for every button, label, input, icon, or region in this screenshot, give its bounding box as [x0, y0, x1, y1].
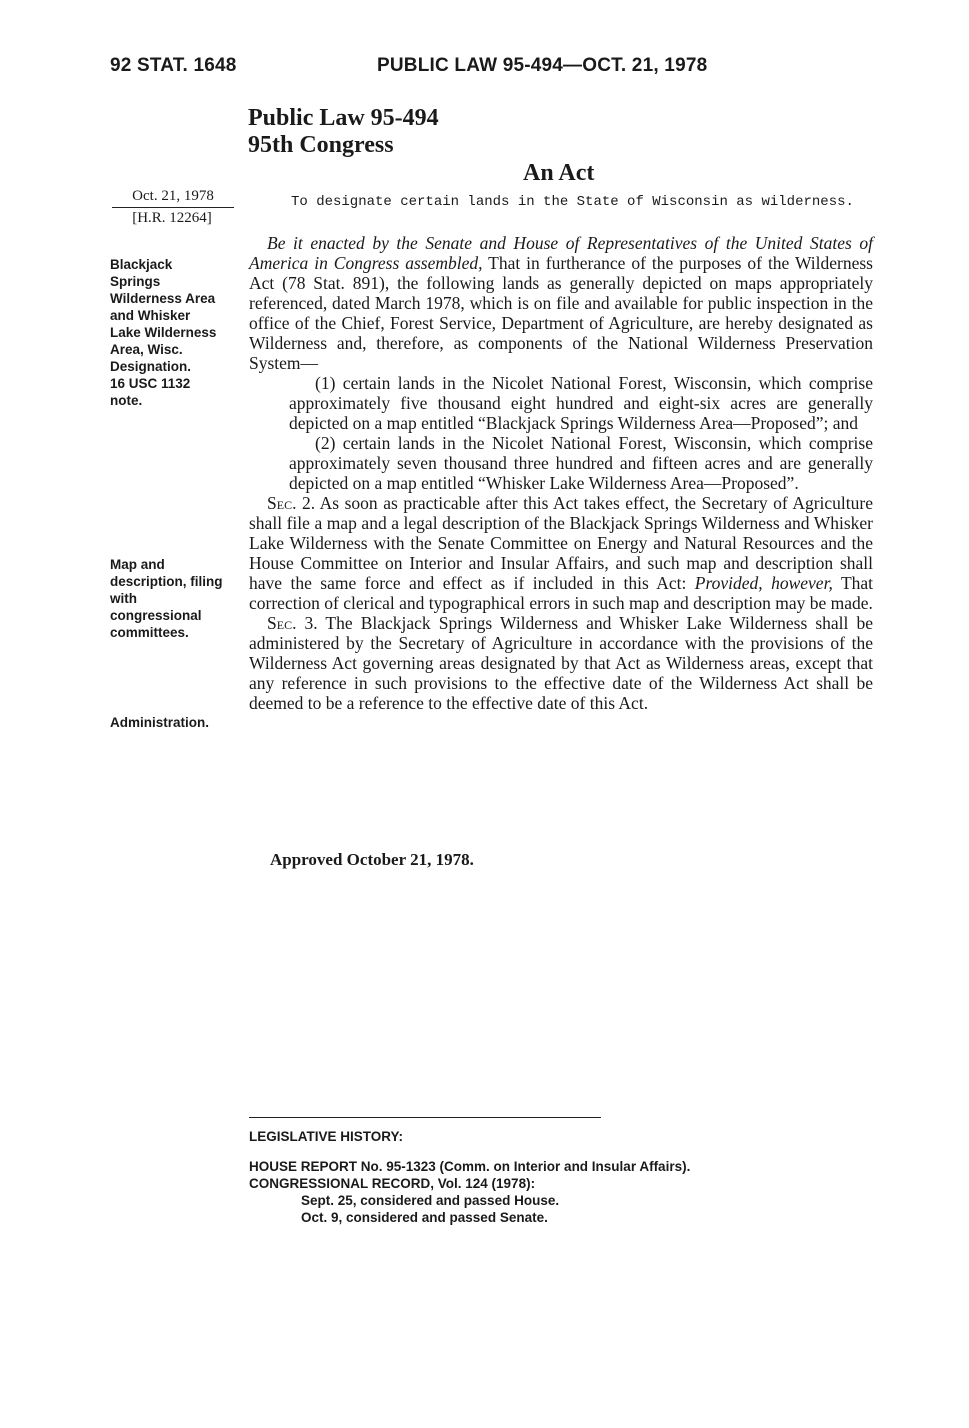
section-label: Sec. 3.: [267, 613, 318, 633]
divider: [249, 1117, 601, 1118]
list-item: (1) certain lands in the Nicolet National Forest, Wisconsin, which comprise approximately five thousand eight hundred and eight-six acres are generally depicted on a map entitled “Blackjack Springs Wilderness Area—Proposed”; and: [289, 373, 873, 433]
margin-date: Oct. 21, 1978: [112, 188, 234, 208]
stat-page-number: 92 STAT. 1648: [110, 55, 237, 76]
list-item: (2) certain lands in the Nicolet National Forest, Wisconsin, which comprise approximately seven thousand three hundred and fifteen acres and are generally depicted on a map entitled “Whisker Lake Wilderness Area—Proposed”.: [289, 433, 873, 493]
margin-line: congressional: [110, 608, 202, 623]
section-2: [249, 493, 873, 613]
margin-line: Lake Wilderness: [110, 325, 217, 340]
congressional-record: CONGRESSIONAL RECORD, Vol. 124 (1978):: [249, 1176, 536, 1191]
act-purpose: To designate certain lands in the State of Wisconsin as wilderness.: [291, 194, 854, 210]
running-head: PUBLIC LAW 95-494—OCT. 21, 1978: [377, 55, 708, 76]
legislative-history: [249, 1128, 690, 1226]
margin-note-designation: [110, 256, 240, 409]
margin-line: Wilderness Area: [110, 291, 216, 306]
margin-line: Blackjack: [110, 257, 173, 272]
history-entry: Sept. 25, considered and passed House.: [301, 1193, 560, 1208]
section-text: The Blackjack Springs Wilderness and Whisker Lake Wilderness shall be administered by the Secretary of Agriculture in accordance with the provisions of the Wilderness Act governing areas designated by that Act as Wilderness areas, except that any reference in such provisions to the effective date of the Wilderness Act shall be deemed to be a reference to the effective date of this Act.: [249, 613, 873, 713]
margin-line: Area, Wisc.: [110, 342, 183, 357]
margin-bill-number: [H.R. 12264]: [132, 210, 212, 226]
margin-line: Map and: [110, 557, 165, 572]
margin-line: Springs: [110, 274, 161, 289]
margin-note-administration: Administration.: [110, 715, 210, 730]
enacting-clause: [249, 233, 873, 373]
enacting-formula: Be it enacted by the Senate and House of Representatives of the United States of America in Congress assembled,: [249, 233, 873, 273]
margin-line: Designation.: [110, 359, 192, 374]
margin-line: 16 USC 1132: [110, 376, 191, 391]
margin-line: committees.: [110, 625, 189, 640]
approval-date: Approved October 21, 1978.: [270, 850, 474, 869]
section-text: That correction of clerical and typographical errors in such map and description may be made.: [249, 573, 874, 613]
margin-line: description, filing: [110, 574, 223, 589]
section-3: [249, 613, 873, 713]
proviso: Provided, however,: [694, 573, 833, 593]
congress-number: 95th Congress: [248, 132, 394, 158]
house-report: HOUSE REPORT No. 95-1323 (Comm. on Interior and Insular Affairs).: [249, 1159, 691, 1174]
section-label: Sec. 2.: [267, 493, 316, 513]
public-law-number: Public Law 95-494: [248, 105, 439, 131]
margin-note-map: [110, 556, 240, 641]
history-title: LEGISLATIVE HISTORY:: [249, 1129, 404, 1144]
margin-line: with: [110, 591, 137, 606]
margin-line: note.: [110, 393, 143, 408]
history-entry: Oct. 9, considered and passed Senate.: [301, 1210, 548, 1225]
margin-line: and Whisker: [110, 308, 191, 323]
act-heading: An Act: [523, 160, 595, 186]
section-text: As soon as practicable after this Act takes effect, the Secretary of Agriculture shall file a map and a legal description of the Blackjack Springs Wilderness and Whisker Lake Wilderness with the Senate Committee on Energy and Natural Resources and the House Committee on Interior and Insular Affairs, and such map and description shall have the same force and effect as if included in this Act:: [249, 493, 873, 593]
act-body: [249, 233, 873, 713]
enacting-text: That in furtherance of the purposes of the Wilderness Act (78 Stat. 891), the following lands as generally depicted on maps appropriately referenced, dated March 1978, which is on file and available for public inspection in the office of the Chief, Forest Service, Department of Agriculture, are hereby designated as Wilderness and, therefore, as components of the National Wilderness Preservation System—: [249, 253, 873, 373]
